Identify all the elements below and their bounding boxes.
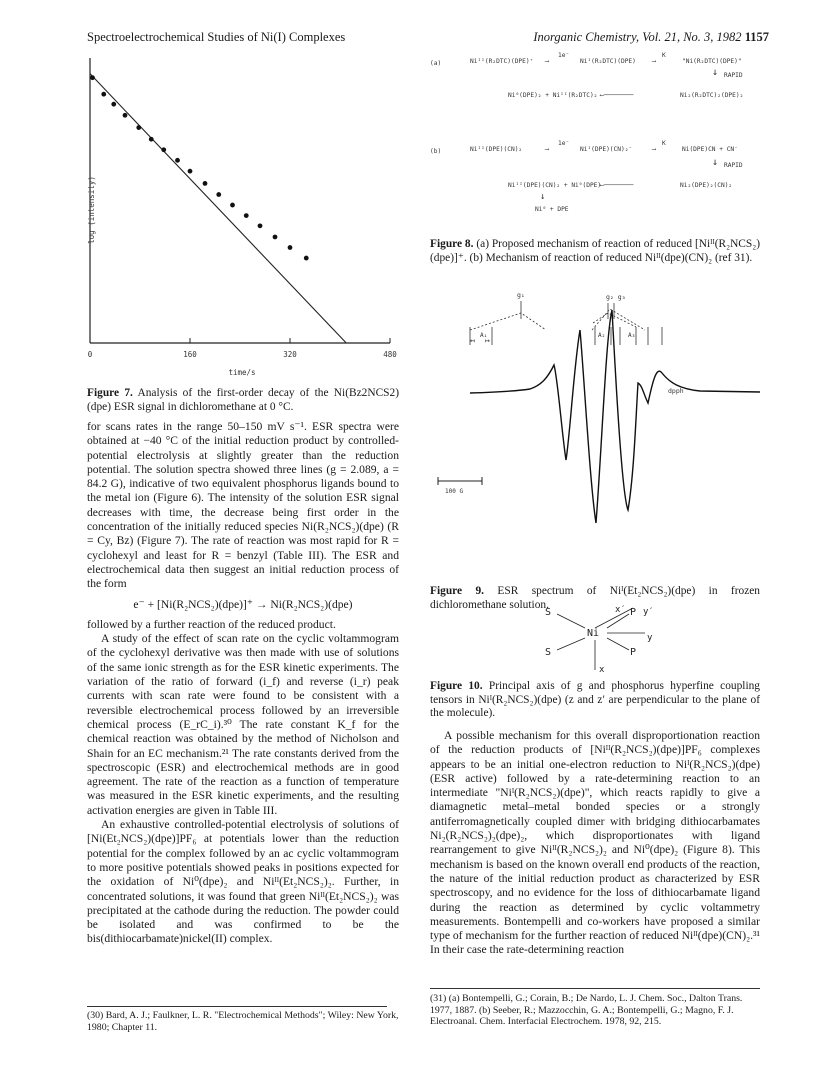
data-point xyxy=(258,223,263,228)
atom-S-lower: S xyxy=(545,647,552,658)
caption-text: Principal axis of g and phosphorus hyperfine coupling tensors in Niᴵ(R₂NCS₂)(dpe) (z and z′ are perpendicular to the plane of the molecule). xyxy=(430,680,760,720)
footnote-rule xyxy=(430,988,760,989)
svg-text:↦: ↦ xyxy=(485,336,490,345)
footnote-30: (30) Bard, A. J.; Faulkner, L. R. "Electrochemical Methods"; Wiley: New York, 1980; Chapter 11. xyxy=(87,1010,399,1033)
data-point xyxy=(216,192,221,197)
data-point xyxy=(288,245,293,250)
paragraph: A study of the effect of scan rate on the cyclic voltammogram of the cyclohexyl derivative was then made with use of solutions of the same ionic strength as for the ESR kinetic experiments. The variation of the ratio of forward (i_f) and reverse (i_r) peak currents with scan rate were found to be consistent with a reversible electrochemical process followed by an irreversible chemical process (E_rC_i).³⁰ The rate constant K_f for the chemical reaction was obtained by the method of Nicholson and Shain for an EC mechanism.²¹ The rate constants derived from the spectroscopic (ESR) and electrochemical methods are in good agreement. The rate of the reaction as a function of temperature was measured in the ESR kinetic experiments, and the resulting activation energies are given in Table III. xyxy=(87,632,399,817)
arrow-down: ↓ xyxy=(540,192,546,202)
data-point xyxy=(111,102,116,107)
dpph-label: dpph xyxy=(668,387,684,395)
data-point xyxy=(188,169,193,174)
left-column xyxy=(87,420,399,947)
atom-Ni: Ni xyxy=(587,628,600,639)
scheme-b-reactant: Niᴵᴵ(DPE)(CN)₂ xyxy=(470,146,523,153)
g1-label: g₁ xyxy=(517,291,525,299)
axis-y-prime: y′ xyxy=(643,607,654,617)
caption-label: Figure 8. xyxy=(430,238,474,250)
arrow-down: ↓ xyxy=(712,67,719,78)
data-point xyxy=(101,92,106,97)
axis-x: x xyxy=(599,665,605,675)
A3-label: A₃ xyxy=(628,332,636,339)
arrow-label: K xyxy=(662,52,666,59)
arrow-right: ⟶ xyxy=(652,146,656,153)
data-point xyxy=(244,213,249,218)
axis-y: y xyxy=(647,633,653,643)
scheme-b-dimer: Ni₂(DPE)₂(CN)₂ xyxy=(680,182,733,189)
figure-8-caption xyxy=(430,238,760,265)
data-point xyxy=(136,125,141,130)
paragraph: An exhaustive controlled-potential electrolysis of solutions of [Ni(Et₂NCS₂)(dpe)]PF₆ at potentials lower than the reduction potential for the complex followed by an ac cyclic voltammogram to more positive potentials showed peaks in positions expected for the oxidation of Ni⁰(dpe)₂ and Niᴵᴵ(Et₂NCS₂)₂. Further, in concentrated solutions, it was found that green Niᴵᴵ(Et₂NCS₂)₂ was precipitated at the cathode during the reduction. The powder could be isolated and was confirmed to be the bis(dithiocarbamate)nickel(II) complex. xyxy=(87,818,399,946)
data-point xyxy=(230,203,235,208)
paragraph: A possible mechanism for this overall disproportionation reaction of the reduction products of [Niᴵᴵ(R₂NCS₂)(dpe)]PF₆ complexes appears to be an initial one-electron reduction to Niᴵ(R₂NCS₂)(dpe) (ESR active) followed by a rate-determining reaction to an intermediate "Niᴵ(R₂NCS₂)(dpe)", which reacts rapidly to give a diamagnetic metal–metal bonded species or a strongly antiferromagnetically coupled dimer with bridging dithiocarbamates Ni₂(R₂NCS₂)₂(dpe)₂, which disproportionates with ligand rearrangement to give Niᴵᴵ(R₂NCS₂)₂ and Ni⁰(dpe)₂ (Figure 8). This mechanism is based on the known overall end products of the reaction, the nature of the initial reduction product as characterized by ESR spectroscopy, and no evidence for the loss of dithiocarbamate ligand during the reaction as determined by cyclic voltammetry measurements. Bontempelli and co-workers have proposed a similar type of mechanism for the further reaction of reduced Niᴵᴵ(dpe)(CN)₂.³¹ In their case the rate-determining reaction xyxy=(430,729,760,957)
caption-text: Analysis of the first-order decay of the Ni(Bz2NCS2)(dpe) ESR signal in dichloromethane at 0 °C. xyxy=(87,387,399,413)
svg-text:↤: ↤ xyxy=(470,336,475,345)
scheme-a-product: "Ni(R₂DTC)(DPE)" xyxy=(682,58,742,65)
caption-text: ESR spectrum of Niᴵ(Et₂NCS₂)(dpe) in frozen dichloromethane solution. xyxy=(430,585,761,611)
atom-P-upper: P xyxy=(630,607,637,618)
paragraph: followed by a further reaction of the reduced product. xyxy=(87,617,336,631)
page-number: 1157 xyxy=(744,30,769,44)
arrow-left: ⟵──────── xyxy=(600,92,634,99)
scheme-b-intermediate: Niᴵ(DPE)(CN)₂⁻ xyxy=(580,146,633,153)
caption-text: (a) Proposed mechanism of reaction of reduced [Niᴵᴵ(R₂NCS₂)(dpe)]⁺. (b) Mechanism of reaction of reduced Niᴵᴵ(dpe)(CN)₂ (ref 31). xyxy=(430,238,760,264)
data-point xyxy=(273,235,278,240)
arrow-label: K xyxy=(662,140,666,147)
rapid-label: RAPID xyxy=(724,72,743,79)
x-tick-label: 320 xyxy=(283,350,297,359)
scheme-a-dimer: Ni₂(R₂DTC)₂(DPE)₂ xyxy=(680,92,744,99)
scale-label: 100 G xyxy=(445,488,464,495)
arrow-label: 1e⁻ xyxy=(558,52,570,59)
x-tick-label: 480 xyxy=(383,350,397,359)
y-axis-label: log (intensity) xyxy=(87,176,96,244)
data-point xyxy=(149,137,154,142)
axis-x-prime: x′ xyxy=(615,605,626,615)
scheme-a-reactant: Niᴵᴵ(R₂DTC)(DPE)⁺ xyxy=(470,58,534,65)
esr-trace xyxy=(470,310,760,523)
arrow-right: ⟶ xyxy=(652,58,656,65)
arrow-right: ⟶ xyxy=(545,58,549,65)
right-column xyxy=(430,729,760,958)
running-header-right xyxy=(533,30,769,45)
fit-line xyxy=(90,74,346,343)
x-axis-label: time/s xyxy=(228,368,256,377)
scheme-b-decomp: Ni⁰ + DPE xyxy=(535,206,569,213)
figure-7-caption xyxy=(87,387,399,414)
footnote-31: (31) (a) Bontempelli, G.; Corain, B.; De Nardo, L. J. Chem. Soc., Dalton Trans. 1977, 1887. (b) Seeber, R.; Mazzocchin, G. A.; Bontempelli, G.; Magno, F. J. Electroanal. Chem. Interfacial Electrochem. 1978, 92, 215. xyxy=(430,993,743,1027)
figure-10-caption xyxy=(430,680,760,721)
data-point xyxy=(203,181,208,186)
arrow-left: ⟵──────── xyxy=(600,182,634,189)
A2-label: A₂ xyxy=(598,332,606,339)
figure-8-schemes xyxy=(430,50,770,230)
atom-P-lower: P xyxy=(630,647,637,658)
journal-citation: Inorganic Chemistry, Vol. 21, No. 3, 1982 xyxy=(533,30,742,44)
scheme-a-label: (a) xyxy=(430,60,442,67)
x-tick-label: 0 xyxy=(87,350,93,359)
arrow-right: ⟶ xyxy=(545,146,549,153)
atom-S-upper: S xyxy=(545,607,552,618)
data-point xyxy=(90,75,95,80)
arrow-label: 1e⁻ xyxy=(558,140,570,147)
data-point xyxy=(123,113,128,118)
scheme-a-intermediate: Niᴵ(R₂DTC)(DPE) xyxy=(580,58,636,65)
scheme-b-label: (b) xyxy=(430,148,442,155)
paragraph: for scans rates in the range 50–150 mV s⁻¹. ESR spectra were obtained at −40 °C of the initial reduction product by controlled-potential electrolysis at slightly greater than the reduction potential. The solution spectra showed three lines (g = 2.089, a = 84.2 G), indicative of two equivalent phosphorus ligands bound to the metal ion (Figure 6). The intensity of the solution ESR signal decreases with time, the decrease being first order in the concentration of the initially reduced species Ni(R₂NCS₂)(dpe) (R = Cy, Bz) (Figure 7). The rate of reaction was most rapid for R = cyclohexyl and least for R = benzyl (Table III). The ESR and electrochemical data then suggest an initial reduction process of the form xyxy=(87,420,399,591)
footnote-rule xyxy=(87,1006,387,1007)
caption-label: Figure 10. xyxy=(430,680,483,692)
x-tick-label: 160 xyxy=(183,350,197,359)
rapid-label: RAPID xyxy=(724,162,743,169)
arrow-down: ↓ xyxy=(712,157,719,168)
data-point xyxy=(175,158,180,163)
running-header-left: Spectroelectrochemical Studies of Ni(I) Complexes xyxy=(87,30,346,44)
g2g3-label: g₂ g₃ xyxy=(606,293,626,301)
A1-label: A₁ xyxy=(480,332,488,339)
figure-10-structure xyxy=(535,600,685,676)
caption-label: Figure 7. xyxy=(87,387,133,399)
caption-label: Figure 9. xyxy=(430,585,485,597)
scheme-b-final: Niᴵᴵ(DPE)(CN)₂ + Ni⁰(DPE) xyxy=(508,182,602,189)
figure-9-esr-spectrum xyxy=(430,285,770,575)
data-point xyxy=(304,256,309,261)
scheme-b-product: Ni(DPE)CN + CN⁻ xyxy=(682,146,738,153)
scheme-a-final: Ni⁰(DPE)₂ + Niᴵᴵ(R₂DTC)₂ xyxy=(508,92,598,99)
figure-7-plot xyxy=(80,50,405,380)
equation: e⁻ + [Ni(R₂NCS₂)(dpe)]⁺ → Ni(R₂NCS₂)(dpe) xyxy=(133,597,353,611)
data-point xyxy=(161,147,166,152)
